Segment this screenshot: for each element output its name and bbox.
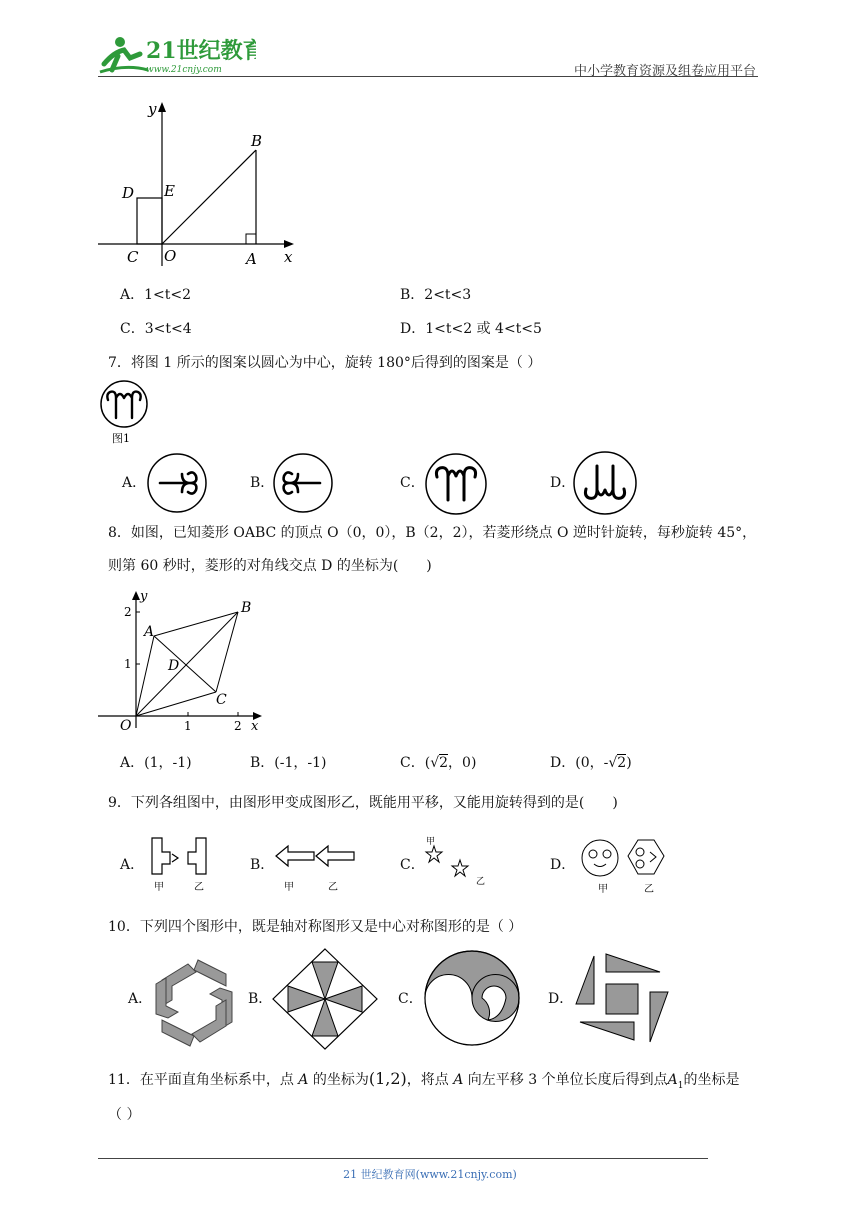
option-letter: B． — [250, 755, 275, 771]
svg-text:O: O — [120, 718, 132, 734]
q8-stem-line1: 8．如图，已知菱形 OABC 的顶点 O（0，0），B（2，2），若菱形绕点 O 逆时针旋转，每秒旋转 45°， — [108, 525, 757, 541]
svg-text:y: y — [148, 100, 157, 118]
q10-option-c-figure[interactable] — [422, 948, 522, 1052]
q9-stem: 9．下列各组图中，由图形甲变成图形乙，既能用平移，又能用旋转得到的是( ) — [108, 795, 618, 811]
option-letter: A． — [120, 755, 145, 771]
svg-text:乙: 乙 — [476, 877, 486, 887]
q7-option-d-label[interactable]: D． — [550, 475, 576, 491]
q6-figure — [96, 98, 306, 268]
q8-option-c[interactable] — [400, 754, 476, 772]
svg-text:甲: 甲 — [426, 837, 436, 847]
option-text: (1，-1) — [144, 755, 192, 771]
svg-text:2: 2 — [234, 719, 242, 733]
option-text: 3<t<4 — [144, 321, 192, 337]
q6-option-d[interactable] — [400, 320, 542, 338]
footer-divider — [98, 1158, 708, 1159]
q9-option-d-label[interactable]: D． — [550, 857, 576, 873]
svg-text:甲: 甲 — [598, 884, 608, 895]
q8-figure — [96, 588, 266, 734]
q11-text: ，将点 — [406, 1072, 454, 1088]
q7-stem: 7．将图 1 所示的图案以圆心为中心，旋转 180°后得到的图案是（ ） — [108, 355, 542, 371]
option-pre: (0，- — [575, 755, 609, 771]
q11-text: 向左平移 3 个单位长度后得到点 — [463, 1072, 668, 1088]
radicand: 2 — [617, 755, 627, 771]
option-letter: A． — [120, 287, 145, 303]
q10-option-a-figure[interactable] — [148, 950, 240, 1054]
svg-text:1: 1 — [124, 657, 132, 671]
q11-answer-paren: （ ） — [108, 1107, 141, 1123]
option-letter: D． — [550, 755, 576, 771]
q7-option-a-figure[interactable] — [146, 452, 208, 518]
option-letter: D． — [400, 321, 426, 337]
svg-text:E: E — [164, 182, 175, 200]
q11-point: A — [453, 1072, 464, 1088]
svg-text:C: C — [216, 692, 227, 708]
svg-text:1: 1 — [184, 719, 192, 733]
q9-option-b-label[interactable]: B． — [250, 857, 275, 873]
svg-text:乙: 乙 — [194, 882, 204, 893]
svg-text:乙: 乙 — [328, 882, 338, 893]
q7-option-c-figure[interactable] — [424, 452, 488, 520]
q9-option-a-figure[interactable] — [148, 834, 210, 898]
footer-text: 21 世纪教育网(www.21cnjy.com) — [343, 1168, 517, 1181]
q10-stem: 10．下列四个图形中，既是轴对称图形又是中心对称图形的是（ ） — [108, 919, 523, 935]
svg-text:C: C — [127, 248, 139, 266]
q9-option-c-label[interactable]: C． — [400, 857, 425, 873]
q11-point: A — [298, 1072, 309, 1088]
q8-option-a[interactable] — [120, 754, 192, 772]
q10-option-b-figure[interactable] — [270, 946, 380, 1056]
header-divider — [98, 76, 758, 77]
svg-text:x: x — [251, 719, 259, 734]
svg-text:21世纪教育: 21世纪教育 — [146, 38, 256, 64]
q7-option-a-label[interactable]: A． — [122, 475, 147, 491]
q11-point-a1: A — [667, 1072, 678, 1088]
svg-text:D: D — [122, 184, 135, 202]
q8-option-b[interactable] — [250, 754, 327, 772]
q7-option-b-figure[interactable] — [272, 452, 334, 518]
q9-option-d-figure[interactable] — [578, 836, 668, 900]
q7-option-b-label[interactable]: B． — [250, 475, 275, 491]
q6-option-b[interactable] — [400, 286, 471, 304]
q6-option-c[interactable] — [120, 320, 192, 338]
q11-stem — [108, 1070, 739, 1095]
sqrt-symbol: √ — [430, 755, 440, 771]
sqrt-symbol: √ — [608, 755, 618, 771]
q10-option-b-label[interactable]: B． — [248, 991, 273, 1007]
svg-text:乙: 乙 — [644, 884, 654, 895]
svg-text:x: x — [284, 248, 293, 266]
q9-option-b-figure[interactable] — [274, 840, 360, 898]
q10-option-d-label[interactable]: D． — [548, 991, 574, 1007]
option-post: ) — [626, 755, 632, 771]
svg-text:甲: 甲 — [154, 882, 164, 893]
q8-stem-line2: 则第 60 秒时，菱形的对角线交点 D 的坐标为( ) — [108, 558, 432, 574]
svg-text:2: 2 — [124, 605, 132, 619]
q11-text: 的坐标为 — [308, 1072, 369, 1088]
svg-text:y: y — [140, 589, 148, 604]
q7-option-c-label[interactable]: C． — [400, 475, 425, 491]
q11-coord: (1,2) — [368, 1069, 407, 1088]
q11-text: 的坐标是 — [683, 1072, 740, 1088]
svg-text:D: D — [168, 658, 180, 674]
option-letter: C． — [400, 755, 425, 771]
q7-figure-1 — [98, 380, 152, 446]
option-text: 1<t<2 — [144, 287, 192, 303]
q11-text: 11．在平面直角坐标系中，点 — [108, 1072, 299, 1088]
svg-text:B: B — [241, 600, 252, 616]
svg-text:甲: 甲 — [284, 882, 294, 893]
svg-text:A: A — [246, 250, 257, 268]
radicand: 2 — [439, 755, 449, 771]
q11-subscript: 1 — [677, 1080, 684, 1091]
header-tagline: 中小学教育资源及组卷应用平台 — [573, 64, 756, 79]
option-text: 2<t<3 — [424, 287, 472, 303]
q9-option-c-figure[interactable] — [422, 832, 492, 896]
option-letter: B． — [400, 287, 425, 303]
option-text: 1<t<2 或 4<t<5 — [425, 321, 542, 337]
svg-text:B: B — [251, 132, 263, 150]
q8-option-d[interactable] — [550, 754, 632, 772]
svg-text:图1: 图1 — [112, 432, 130, 445]
q10-option-d-figure[interactable] — [572, 950, 672, 1050]
svg-text:O: O — [164, 247, 177, 265]
option-post: ，0) — [448, 755, 477, 771]
option-letter: C． — [120, 321, 145, 337]
q9-option-a-label[interactable]: A． — [120, 857, 145, 873]
q6-option-a[interactable] — [120, 286, 191, 304]
svg-text:A: A — [144, 624, 155, 640]
site-logo — [96, 34, 256, 76]
q10-option-a-label[interactable]: A． — [128, 991, 153, 1007]
q7-option-d-figure[interactable] — [572, 450, 638, 520]
option-text: (-1，-1) — [274, 755, 327, 771]
svg-text:www.21cnjy.com: www.21cnjy.com — [146, 65, 222, 75]
option-pre: ( — [424, 755, 431, 771]
q10-option-c-label[interactable]: C． — [398, 991, 423, 1007]
